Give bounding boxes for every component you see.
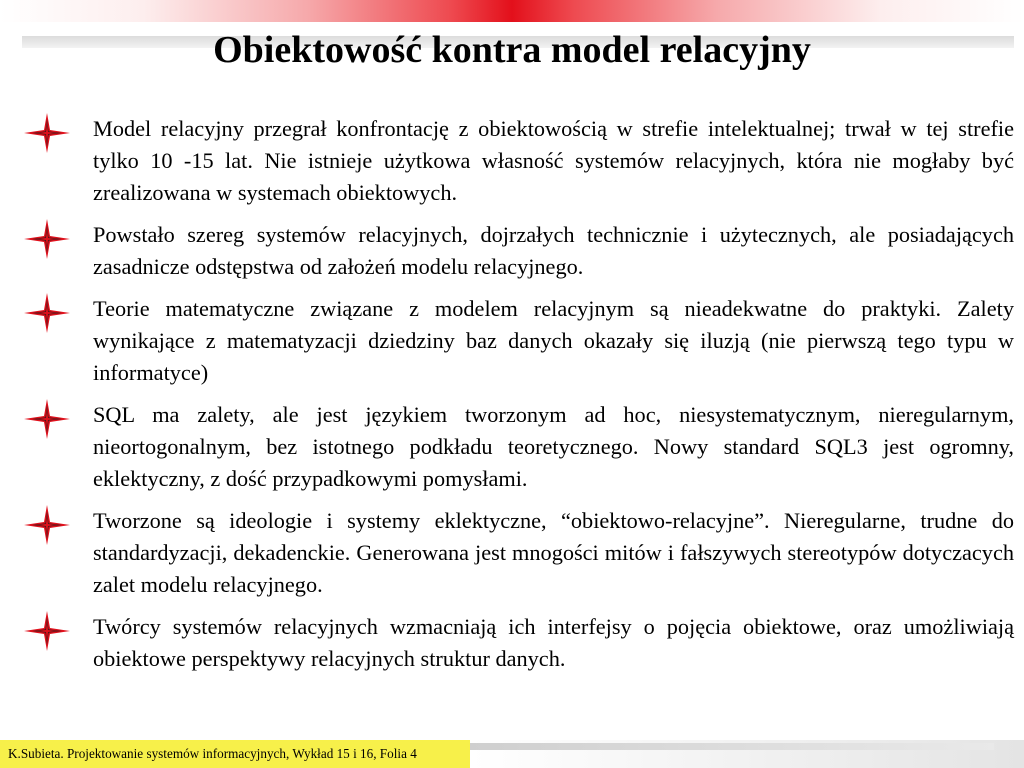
bullet-text: Tworzone są ideologie i systemy eklektyczne, “obiektowo-relacyjne”. Nieregularne, trudne do standardyzacji, dekadenckie. Generowana jest mnogości mitów i fałszywych stereotypów dotyczacych zalet modelu relacyjnego. xyxy=(93,508,1014,597)
bullet-item xyxy=(22,399,1014,495)
bullet-item xyxy=(22,113,1014,209)
footer-caption: K.Subieta. Projektowanie systemów informacyjnych, Wykład 15 i 16, Folia 4 xyxy=(0,740,470,768)
four-point-star-icon xyxy=(24,399,70,439)
footer-shadow-bar xyxy=(470,743,994,750)
bullet-text: Model relacyjny przegrał konfrontację z obiektowością w strefie intelektualnej; trwał w tej strefie tylko 10 -15 lat. Nie istnieje użytkowa własność systemów relacyjnych, która nie mogłaby być zrealizowana w systemach obiektowych. xyxy=(93,116,1014,205)
slide-title: Obiektowość kontra model relacyjny xyxy=(213,29,811,71)
bullet-list xyxy=(22,113,1014,685)
bullet-text: Powstało szereg systemów relacyjnych, dojrzałych technicznie i użytecznych, ale posiadających zasadnicze odstępstwa od założeń modelu relacyjnego. xyxy=(93,222,1014,279)
bullet-item xyxy=(22,505,1014,601)
four-point-star-icon xyxy=(24,113,70,153)
four-point-star-icon xyxy=(24,219,70,259)
bullet-text: Twórcy systemów relacyjnych wzmacniają ich interfejsy o pojęcia obiektowe, oraz umożliwiają obiektowe perspektywy relacyjnych struktur danych. xyxy=(93,614,1014,671)
bullet-item xyxy=(22,293,1014,389)
bullet-item xyxy=(22,611,1014,675)
bullet-item xyxy=(22,219,1014,283)
top-decoration-band xyxy=(0,0,1024,22)
bullet-text: SQL ma zalety, ale jest językiem tworzonym ad hoc, niesystematycznym, nieregularnym, nieortogonalnym, bez istotnego podkładu teoretycznego. Nowy standard SQL3 jest ogromny, eklektyczny, z dość przypadkowymi pomysłami. xyxy=(93,402,1014,491)
four-point-star-icon xyxy=(24,611,70,651)
four-point-star-icon xyxy=(24,293,70,333)
four-point-star-icon xyxy=(24,505,70,545)
bullet-text: Teorie matematyczne związane z modelem relacyjnym są nieadekwatne do praktyki. Zalety wynikające z matematyzacji dziedziny baz danych okazały się iluzją (nie pierwszą tego typu w informatyce) xyxy=(93,296,1014,385)
